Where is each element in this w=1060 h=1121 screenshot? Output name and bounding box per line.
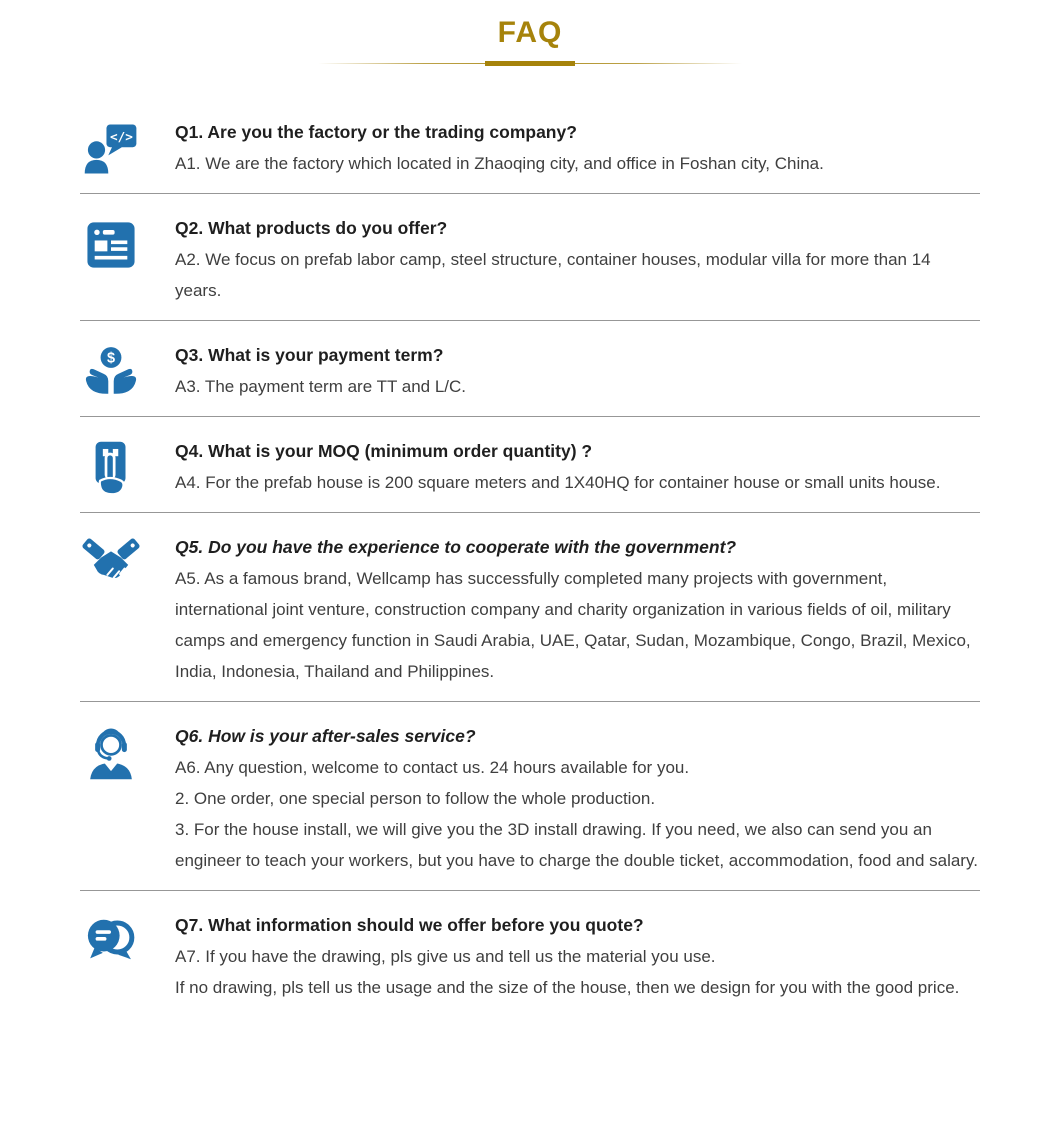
hands-money-icon <box>80 340 175 401</box>
faq-answer-line: A1. We are the factory which located in Zhaoqing city, and office in Foshan city, China. <box>175 154 824 173</box>
faq-item <box>80 702 980 891</box>
bottom-spacer <box>0 1017 1060 1072</box>
faq-header <box>0 14 1060 68</box>
faq-item <box>80 417 980 513</box>
faq-item <box>80 321 980 417</box>
faq-question: Q6. How is your after-sales service? <box>175 726 476 746</box>
faq-answer-line: A7. If you have the drawing, pls give us and tell us the material you use. <box>175 947 716 966</box>
faq-answer-line: A4. For the prefab house is 200 square meters and 1X40HQ for container house or small units house. <box>175 473 941 492</box>
faq-answer-line: A6. Any question, welcome to contact us. 24 hours available for you. <box>175 758 690 777</box>
faq-item <box>80 194 980 321</box>
faq-item <box>80 891 980 1017</box>
svg-text:</>: </> <box>109 128 133 144</box>
page-title: FAQ <box>497 16 563 49</box>
title-underline-bar <box>485 61 575 66</box>
faq-text <box>175 117 980 179</box>
faq-answer-line: If no drawing, pls tell us the usage and the size of the house, then we design for you with the good price. <box>175 978 960 997</box>
faq-item <box>80 513 980 702</box>
faq-question: Q3. What is your payment term? <box>175 345 444 365</box>
faq-item <box>80 98 980 194</box>
person-code-icon <box>80 117 175 178</box>
faq-answer-line: A3. The payment term are TT and L/C. <box>175 377 467 396</box>
faq-text <box>175 436 980 498</box>
title-underline <box>318 59 742 68</box>
faq-answer-line: 3. For the house install, we will give you the 3D install drawing. If you need, we also can send you an engineer to teach your workers, but you have to charge the double ticket, accommodation, food and salary. <box>175 820 978 870</box>
faq-text <box>175 532 980 687</box>
faq-text <box>175 721 980 876</box>
faq-answer-line: 2. One order, one special person to follow the whole production. <box>175 789 656 808</box>
support-agent-icon <box>80 721 175 782</box>
faq-question: Q1. Are you the factory or the trading company? <box>175 122 577 142</box>
faq-list <box>80 98 980 1017</box>
faq-question: Q5. Do you have the experience to cooperate with the government? <box>175 537 737 557</box>
handshake-icon <box>80 532 175 593</box>
faq-text <box>175 340 980 402</box>
faq-answer-line: A2. We focus on prefab labor camp, steel structure, container houses, modular villa for more than 14 years. <box>175 250 931 300</box>
faq-question: Q7. What information should we offer before you quote? <box>175 915 644 935</box>
svg-text:$: $ <box>106 350 116 367</box>
hand-press-icon <box>80 436 175 497</box>
faq-text <box>175 910 980 1003</box>
chat-bubbles-icon <box>80 910 175 971</box>
faq-question: Q4. What is your MOQ (minimum order quantity) ? <box>175 441 593 461</box>
webpage-icon <box>80 213 175 274</box>
faq-text <box>175 213 980 306</box>
faq-answer-line: A5. As a famous brand, Wellcamp has successfully completed many projects with government, international joint venture, construction company and charity organization in various fields of oil, military camps and emergency function in Saudi Arabia, UAE, Qatar, Sudan, Mozambique, Congo, Brazil, Mexico, India, Indonesia, Thailand and Philippines. <box>175 569 971 681</box>
faq-question: Q2. What products do you offer? <box>175 218 448 238</box>
